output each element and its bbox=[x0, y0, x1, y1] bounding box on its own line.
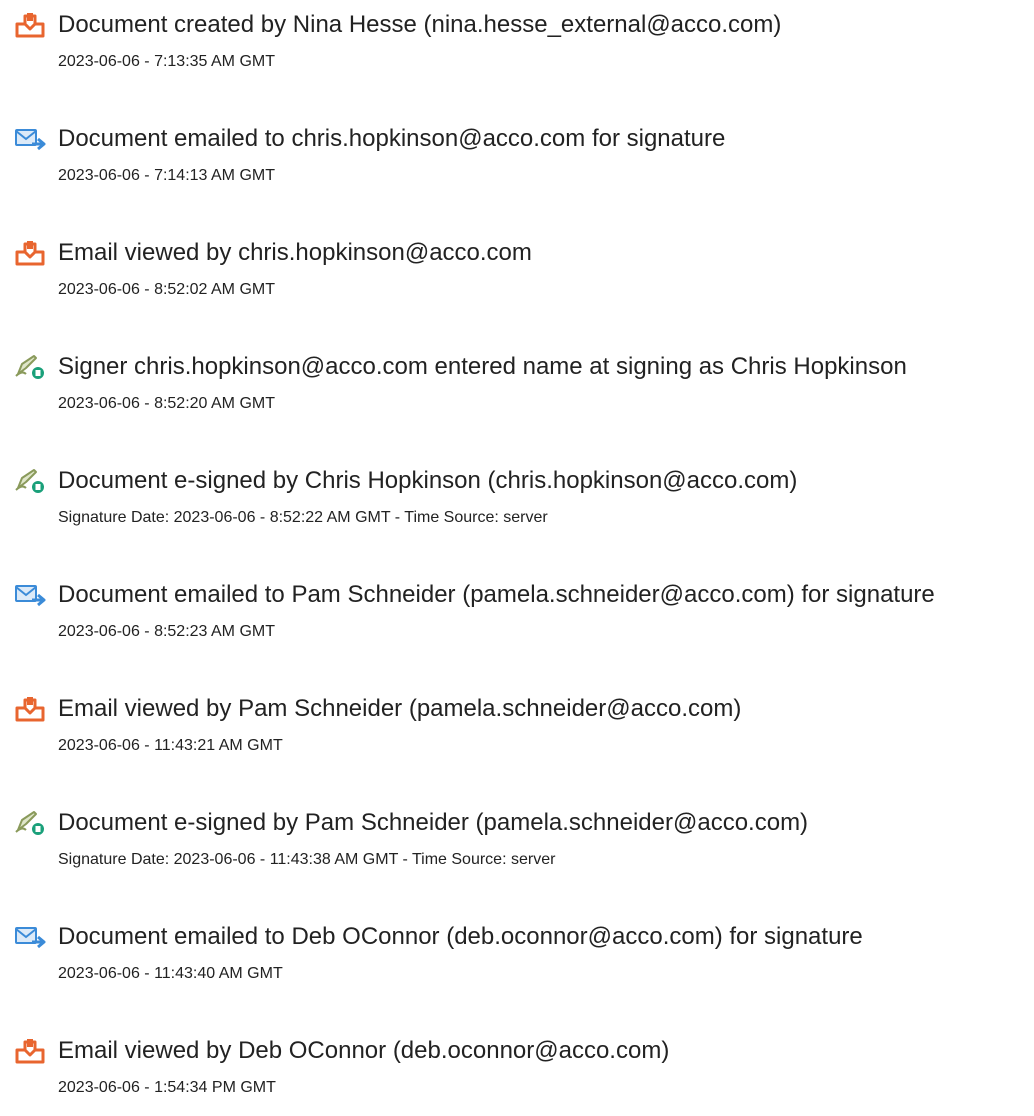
document-icon bbox=[14, 1038, 46, 1064]
signature-pen-icon bbox=[14, 354, 46, 380]
signature-pen-icon bbox=[14, 810, 46, 836]
event-title: Document emailed to Deb OConnor (deb.oconnor@acco.com) for signature bbox=[58, 923, 863, 950]
event-timestamp: 2023-06-06 - 1:54:34 PM GMT bbox=[58, 1079, 276, 1096]
document-icon bbox=[14, 240, 46, 266]
event-title: Email viewed by chris.hopkinson@acco.com bbox=[58, 239, 532, 266]
event-timestamp: 2023-06-06 - 7:13:35 AM GMT bbox=[58, 53, 275, 70]
signature-pen-icon bbox=[14, 468, 46, 494]
event-timestamp: 2023-06-06 - 8:52:20 AM GMT bbox=[58, 395, 275, 412]
event-title: Document created by Nina Hesse (nina.hesse_external@acco.com) bbox=[58, 11, 782, 38]
audit-event bbox=[0, 922, 1034, 1002]
audit-event bbox=[0, 1036, 1034, 1116]
event-timestamp: 2023-06-06 - 11:43:40 AM GMT bbox=[58, 965, 283, 982]
audit-event bbox=[0, 10, 1034, 90]
event-title: Document e-signed by Chris Hopkinson (chris.hopkinson@acco.com) bbox=[58, 467, 798, 494]
email-send-icon bbox=[14, 582, 46, 608]
audit-event bbox=[0, 580, 1034, 660]
event-title: Signer chris.hopkinson@acco.com entered name at signing as Chris Hopkinson bbox=[58, 353, 907, 380]
event-timestamp: 2023-06-06 - 8:52:02 AM GMT bbox=[58, 281, 275, 298]
event-title: Email viewed by Pam Schneider (pamela.schneider@acco.com) bbox=[58, 695, 742, 722]
event-title: Document e-signed by Pam Schneider (pamela.schneider@acco.com) bbox=[58, 809, 809, 836]
document-icon bbox=[14, 12, 46, 38]
event-timestamp: 2023-06-06 - 8:52:23 AM GMT bbox=[58, 623, 275, 640]
audit-event bbox=[0, 808, 1034, 888]
event-timestamp: 2023-06-06 - 7:14:13 AM GMT bbox=[58, 167, 275, 184]
event-signature-date: Signature Date: 2023-06-06 - 11:43:38 AM GMT - Time Source: server bbox=[58, 851, 556, 868]
event-signature-date: Signature Date: 2023-06-06 - 8:52:22 AM GMT - Time Source: server bbox=[58, 509, 548, 526]
audit-event bbox=[0, 124, 1034, 204]
audit-event bbox=[0, 694, 1034, 774]
event-timestamp: 2023-06-06 - 11:43:21 AM GMT bbox=[58, 737, 283, 754]
email-send-icon bbox=[14, 126, 46, 152]
event-title: Document emailed to Pam Schneider (pamela.schneider@acco.com) for signature bbox=[58, 581, 935, 608]
audit-event bbox=[0, 466, 1034, 546]
event-title: Email viewed by Deb OConnor (deb.oconnor@acco.com) bbox=[58, 1037, 670, 1064]
document-icon bbox=[14, 696, 46, 722]
audit-event bbox=[0, 352, 1034, 432]
event-title: Document emailed to chris.hopkinson@acco.com for signature bbox=[58, 125, 726, 152]
email-send-icon bbox=[14, 924, 46, 950]
audit-event bbox=[0, 238, 1034, 318]
